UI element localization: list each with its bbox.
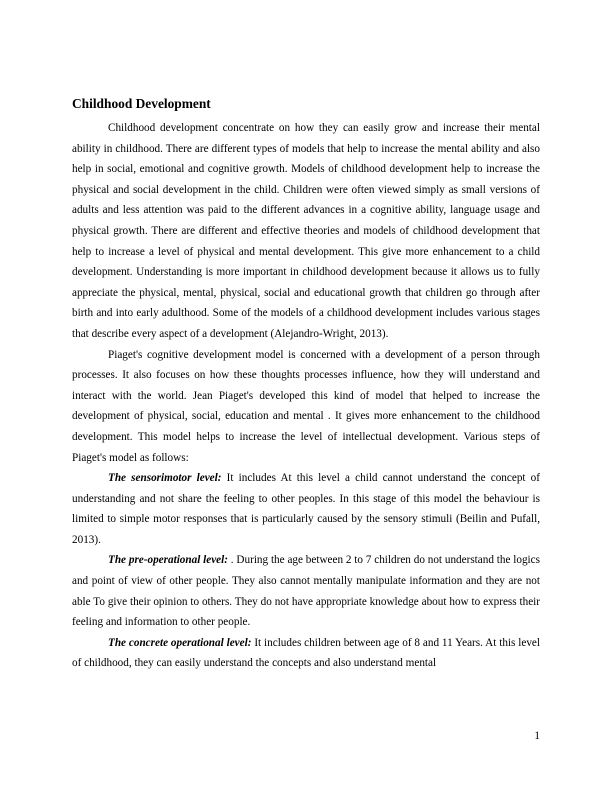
paragraph-concrete-operational (72, 633, 540, 674)
paragraph-text: It includes At this level a child cannot understand the concept of understanding and not share the feeling to other peoples. In this stage of this model the behaviour is limited to simple motor responses that is particularly caused by the sensory stimuli (Beilin and Pufall, 2013). (72, 472, 540, 546)
paragraph-pre-operational (72, 550, 540, 632)
paragraph-text: Childhood development concentrate on how they can easily grow and increase their mental ability in childhood. There are different types of models that help to increase the mental ability and also help in social, emotional and cognitive growth. Models of childhood development help to increase the physical and social development in the child. Children were often viewed simply as small versions of adults and less attention was paid to the different advances in a cognitive ability, language usage and physical growth. There are different and effective theories and models of childhood development that help to increase a level of physical and mental development. This give more enhancement to a child development. Understanding is more important in childhood development because it allows us to fully appreciate the physical, mental, physical, social and educational growth that children go through after birth and into early adulthood. Some of the models of a childhood development includes various stages that describe every aspect of a development (Alejandro-Wright, 2013). (72, 122, 540, 340)
page-content (72, 94, 540, 674)
paragraph-lead: The concrete operational level: (108, 636, 252, 649)
page-title: Childhood Development (72, 96, 211, 111)
page-number: 1 (534, 730, 540, 742)
paragraph-lead: The sensorimotor level: (108, 472, 222, 485)
paragraph-intro (72, 118, 540, 345)
paragraph-piaget (72, 345, 540, 469)
paragraph-text: It includes children between age of 8 and 11 Years. At this level of childhood, they can easily understand the concepts and also understand mental (72, 636, 540, 670)
paragraph-sensorimotor (72, 468, 540, 550)
paragraph-text: Piaget's cognitive development model is concerned with a development of a person through processes. It also focuses on how these thoughts processes influence, how they will understand and interact with the world. Jean Piaget's developed this kind of model that helped to increase the development of physical, social, education and mental . It gives more enhancement to the childhood development. This model helps to increase the level of intellectual development. Various steps of Piaget's model as follows: (72, 348, 540, 464)
paragraph-lead: The pre-operational level: (108, 554, 228, 567)
paragraph-text: . During the age between 2 to 7 children do not understand the logics and point of view of other people. They also cannot mentally manipulate information and they are not able To give their opinion to others. They do not have appropriate knowledge about how to express their feeling and information to other people. (72, 554, 540, 629)
